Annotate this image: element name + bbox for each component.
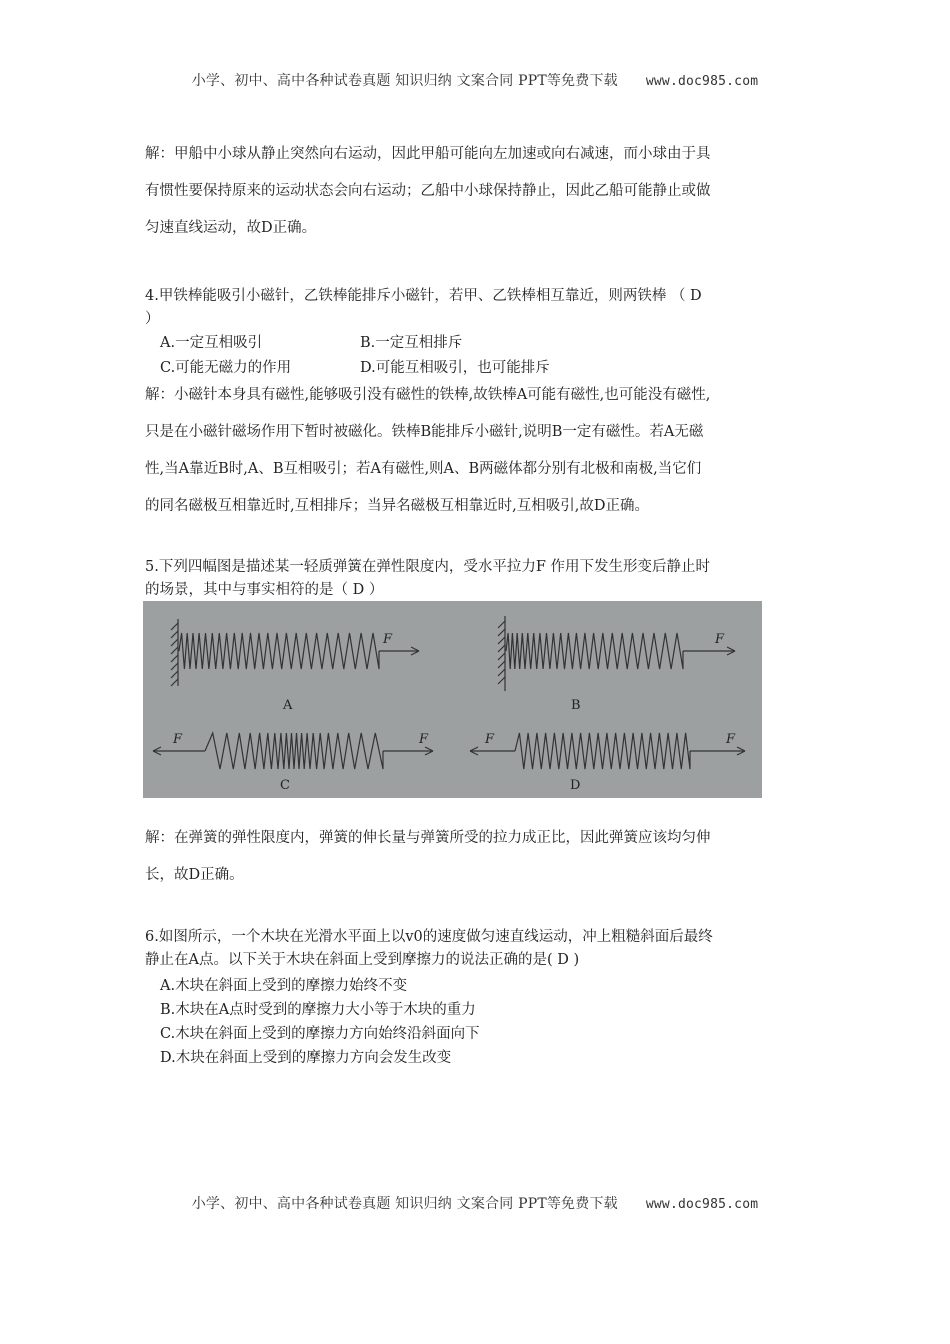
q4-solution-line: 只是在小磁针磁场作用下暂时被磁化。铁棒B能排斥小磁针,说明B一定有磁性。若A无磁 xyxy=(145,424,704,440)
q6-option-b: B.木块在A点时受到的摩擦力大小等于木块的重力 xyxy=(160,1002,476,1018)
force-label-c-right: F xyxy=(419,732,429,747)
q3-solution-line: 匀速直线运动，故D正确。 xyxy=(145,220,317,236)
q5-stem xyxy=(145,556,815,602)
q4-stem xyxy=(145,285,815,331)
force-label-d-right: F xyxy=(726,732,736,747)
q5-solution-line: 解：在弹簧的弹性限度内，弹簧的伸长量与弹簧所受的拉力成正比，因此弹簧应该均匀伸 xyxy=(145,830,711,846)
page-header xyxy=(0,70,950,90)
q6-stem-line: 静止在A点。以下关于木块在斜面上受到摩擦力的说法正确的是( D ) xyxy=(145,952,580,968)
header-url[interactable]: www.doc985.com xyxy=(645,74,759,89)
spring-d xyxy=(515,733,690,769)
q6-option-d: D.木块在斜面上受到的摩擦力方向会发生改变 xyxy=(160,1050,452,1066)
spring-diagram xyxy=(143,601,762,798)
spring-figure xyxy=(143,601,762,798)
footer-text: 小学、初中、高中各种试卷真题 知识归纳 文案合同 PPT等免费下载 xyxy=(191,1196,618,1212)
footer-url[interactable]: www.doc985.com xyxy=(645,1197,759,1212)
q4-option-a: A.一定互相吸引 xyxy=(160,335,263,351)
figure-label-d: D xyxy=(570,778,581,793)
spring-b xyxy=(506,633,683,669)
q6-option-c: C.木块在斜面上受到的摩擦力方向始终沿斜面向下 xyxy=(160,1026,480,1042)
figure-label-c: C xyxy=(280,778,290,793)
spring-a xyxy=(179,633,379,669)
figure-label-b: B xyxy=(571,698,581,713)
q5-solution-line: 长，故D正确。 xyxy=(145,867,244,883)
force-label-b: F xyxy=(715,632,725,647)
q5-solution xyxy=(145,820,815,894)
force-label-d-left: F xyxy=(485,732,495,747)
page-footer xyxy=(0,1193,950,1213)
q4-option-b: B.一定互相排斥 xyxy=(360,335,463,351)
q4-solution xyxy=(145,377,815,525)
panel-a xyxy=(171,619,419,686)
header-text: 小学、初中、高中各种试卷真题 知识归纳 文案合同 PPT等免费下载 xyxy=(191,73,618,89)
wall-hatch-a xyxy=(171,623,178,686)
panel-d xyxy=(470,733,745,769)
q4-solution-line: 解：小磁针本身具有磁性,能够吸引没有磁性的铁棒,故铁棒A可能有磁性,也可能没有磁性, xyxy=(145,387,711,403)
q6-option-a: A.木块在斜面上受到的摩擦力始终不变 xyxy=(160,978,408,994)
figure-label-a: A xyxy=(283,698,293,713)
spring-c xyxy=(205,733,383,769)
q5-stem-line: 的场景，其中与事实相符的是（ D ） xyxy=(145,582,384,598)
q4-option-c: C.可能无磁力的作用 xyxy=(160,360,292,376)
q4-stem-line: ） xyxy=(145,311,160,327)
q4-solution-line: 的同名磁极互相靠近时,互相排斥；当异名磁极互相靠近时,互相吸引,故D正确。 xyxy=(145,498,649,514)
q4-option-d: D.可能互相吸引，也可能排斥 xyxy=(360,360,550,376)
panel-c xyxy=(153,733,433,769)
panel-b xyxy=(498,616,735,691)
wall-hatch-b xyxy=(498,621,505,684)
q6-stem-line: 6.如图所示，一个木块在光滑水平面上以v0的速度做匀速直线运动，冲上粗糙斜面后最终 xyxy=(145,929,713,945)
q4-stem-line: 4.甲铁棒能吸引小磁针，乙铁棒能排斥小磁针，若甲、乙铁棒相互靠近，则两铁棒 （ D xyxy=(145,288,702,304)
q3-solution-line: 有惯性要保持原来的运动状态会向右运动；乙船中小球保持静止，因此乙船可能静止或做 xyxy=(145,183,711,199)
q3-solution-line: 解：甲船中小球从静止突然向右运动，因此甲船可能向左加速或向右减速，而小球由于具 xyxy=(145,146,711,162)
q4-solution-line: 性,当A靠近B时,A、B互相吸引；若A有磁性,则A、B两磁体都分别有北极和南极,当它们 xyxy=(145,461,702,477)
q5-stem-line: 5.下列四幅图是描述某一轻质弹簧在弹性限度内，受水平拉力F 作用下发生形变后静止时 xyxy=(145,559,711,575)
q3-solution xyxy=(145,136,815,247)
q6-stem xyxy=(145,926,815,972)
force-label-a: F xyxy=(383,632,393,647)
force-label-c-left: F xyxy=(173,732,183,747)
